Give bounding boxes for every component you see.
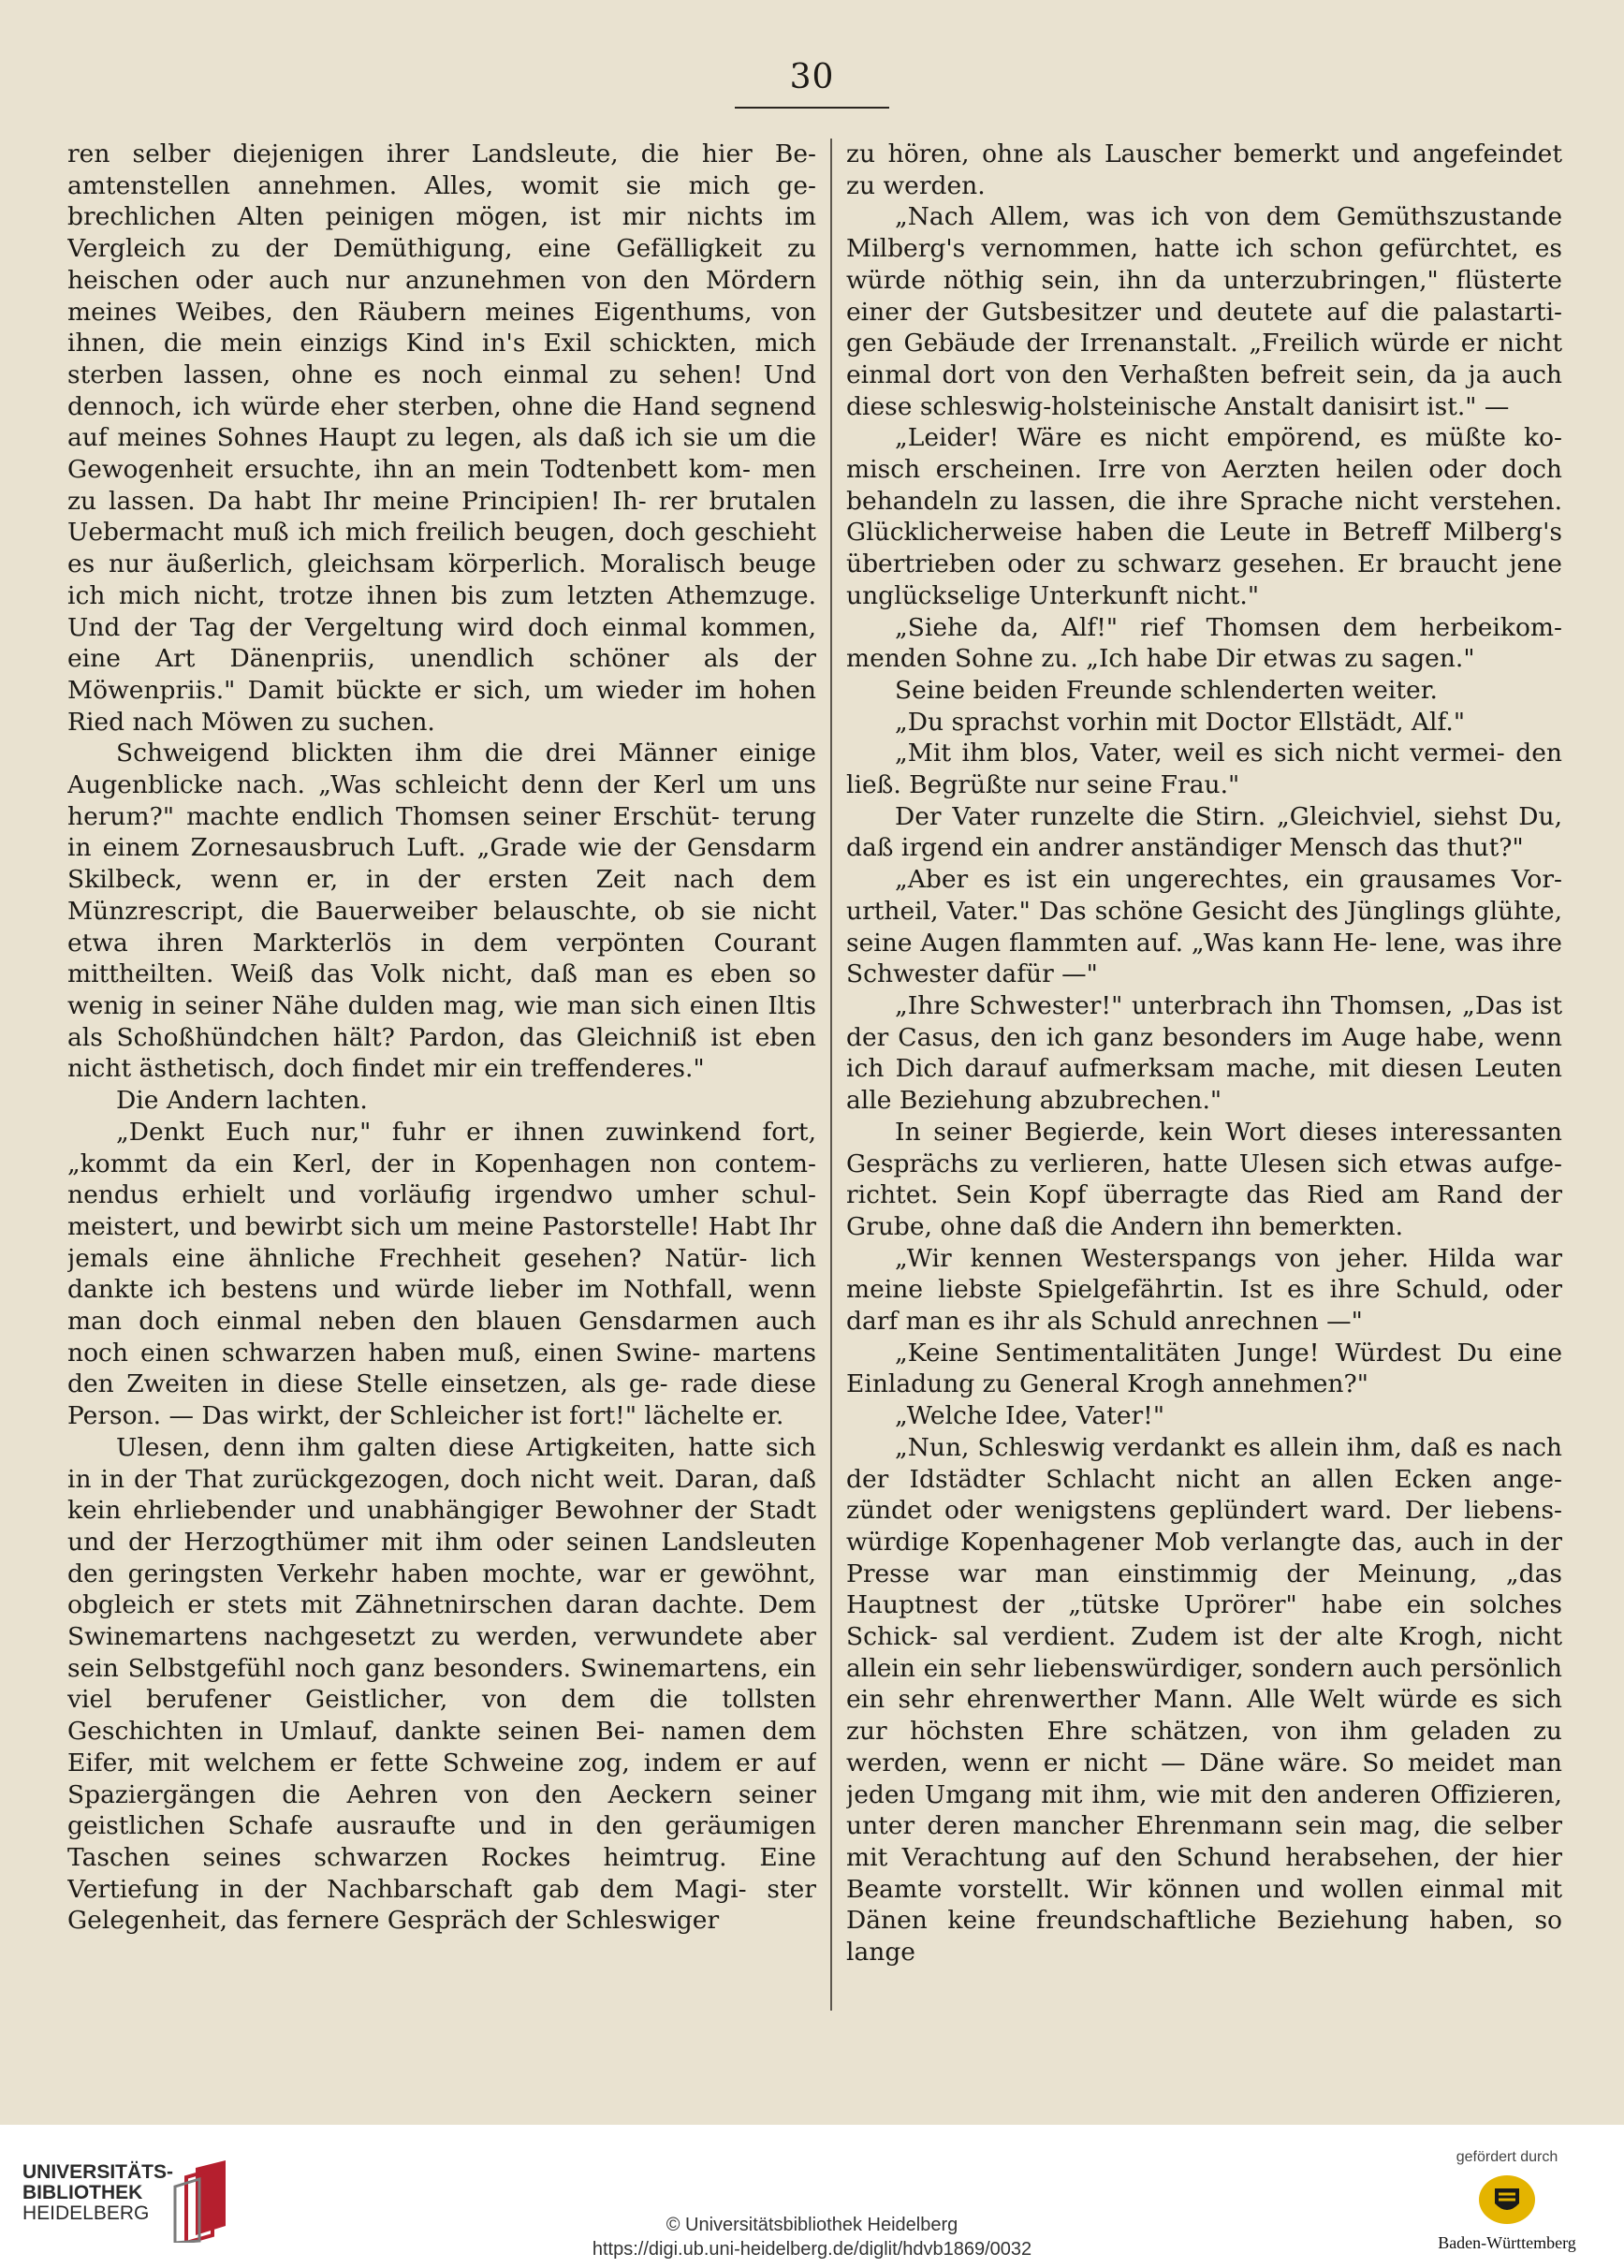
page-number-rule <box>735 107 889 109</box>
right-column-paragraph: „Mit ihm blos, Vater, weil es sich nicht vermei- den ließ. Begrüßte nur seine Frau." <box>846 739 1562 800</box>
right-column-paragraph: „Du sprachst vorhin mit Doctor Ellstädt, Alf." <box>895 707 1466 737</box>
left-column-paragraph: „Denkt Euch nur," fuhr er ihnen zuwinkend fort, „kommt da ein Kerl, der in Kopenhagen non contem- nendus erhielt und vorläufig irgendwo umher schul- meistert, und bewirbt sich um meine Pastorstelle! Habt Ihr jemals eine ähnliche Frechheit gesehen? Natür- lich dankte ich bestens und würde lieber im Nothfall, wenn man doch einmal neben den blauen Gensdarmen auch noch einen schwarzen haben muß, einen Swine- martens den Zweiten in diese Stelle einsetzen, als ge- rade diese Person. — Das wirkt, der Schleicher ist fort!" lächelte er. <box>67 1117 816 1431</box>
right-column-paragraph: „Ihre Schwester!" unterbrach ihn Thomsen, „Das ist der Casus, den ich ganz besonders im Auge habe, wenn ich Dich darauf aufmerksam mache, mit diesen Leuten alle Beziehung abzubrechen." <box>846 990 1562 1116</box>
footer-bar <box>0 2125 1624 2268</box>
baden-wuerttemberg-emblem-icon <box>1474 2172 1540 2228</box>
right-column-paragraph: „Aber es ist ein ungerechtes, ein grausames Vor- urtheil, Vater." Das schöne Gesicht des Jünglings glühte, seine Augen flammten auf. „Was kann He- lene, was ihre Schwester dafür —" <box>846 865 1562 989</box>
column-divider <box>830 139 832 2011</box>
sponsor-block <box>1418 2149 1596 2253</box>
sponsor-label: gefördert durch <box>1456 2149 1558 2165</box>
right-column-paragraph: „Keine Sentimentalitäten Junge! Würdest Du eine Einladung zu General Krogh annehmen?" <box>846 1338 1562 1399</box>
source-url-link[interactable]: https://digi.ub.uni-heidelberg.de/diglit/hdvb1869/0032 <box>592 2239 1032 2260</box>
library-name-line-1: UNIVERSITÄTS- <box>22 2161 174 2183</box>
library-name-line-2: BIBLIOTHEK <box>22 2182 143 2203</box>
left-column-paragraph: Ulesen, denn ihm galten diese Artigkeiten, hatte sich in in der That zurückgezogen, doch nicht weit. Daran, daß kein ehrliebender und unabhängiger Bewohner der Stadt und der Herzogthümer mit ihm oder seinen Landsleuten den geringsten Verkehr haben mochte, war er gewöhnt, obgleich er stets mit Zähnetnirschen daran dachte. Dem Swinemartens nachgesetzt zu werden, verwundete aber sein Selbstgefühl noch ganz besonders. Swinemartens, ein viel berufener Geistlicher, von dem die tollsten Geschichten in Umlauf, dankte seinen Bei- namen dem Eifer, mit welchem er fette Schweine zog, indem er auf Spaziergängen die Aehren von den Aeckern seiner geistlichen Schafe ausraufte und in den geräumigen Taschen seines schwarzen Rockes heimtrug. Eine Vertiefung in der Nachbarschaft gab dem Magi- ster Gelegenheit, das fernere Gespräch der Schleswiger <box>67 1432 816 1936</box>
right-column-paragraph: zu hören, ohne als Lauscher bemerkt und angefeindet zu werden. <box>846 139 1562 200</box>
right-column-paragraph: „Siehe da, Alf!" rief Thomsen dem herbeikom- menden Sohne zu. „Ich habe Dir etwas zu sagen." <box>846 612 1562 674</box>
right-column-paragraph: Der Vater runzelte die Stirn. „Gleichviel, siehst Du, daß irgend ein andrer anständiger Mensch das thut?" <box>846 801 1562 863</box>
right-column-paragraph: Seine beiden Freunde schlenderten weiter. <box>895 675 1438 705</box>
copyright-notice: © Universitätsbibliothek Heidelberg <box>666 2215 958 2235</box>
right-column-paragraph: „Nun, Schleswig verdankt es allein ihm, daß es nach der Idstädter Schlacht nicht an allen Ecken ange- zündet oder wenigstens geplündert ward. Der liebens- würdige Kopenhagener Mob verlangte das, auch in der Presse war man einstimmig der Meinung, „das Hauptnest der „tütske Uprörer" habe ein solches Schick- sal verdient. Zudem ist der alte Krogh, nicht allein ein sehr liebenswürdiger, sondern auch persönlich ein sehr ehrenwerther Mann. Alle Welt würde es sich zur höchsten Ehre schätzen, von ihm geladen zu werden, wenn er nicht — Däne wäre. So meidet man jeden Umgang mit ihm, wie mit den anderen Offizieren, unter deren mancher Ehrenmann sein mag, die selber mit Verachtung auf den Schund herabsehen, der hier Beamte vorstellt. Wir können und wollen einmal mit Dänen keine freundschaftliche Beziehung haben, so lange <box>846 1432 1562 1968</box>
left-column-paragraph: ren selber diejenigen ihrer Landsleute, die hier Be- amtenstellen annehmen. Alles, womit sie mich ge- brechlichen Alten peinigen mögen, ist mir nichts im Vergleich zu der Demüthigung, eine Gefälligkeit zu heischen oder auch nur anzunehmen von den Mördern meines Weibes, den Räubern meines Eigenthums, von ihnen, die mein einzigs Kind in's Exil schickten, mich sterben lassen, ohne es noch einmal zu sehen! Und dennoch, ich würde eher sterben, ohne die Hand segnend auf meines Sohnes Haupt zu legen, als daß ich sie um die Gewogenheit ersuchte, ihn an mein Todtenbett kom- men zu lassen. Da habt Ihr meine Principien! Ih- rer brutalen Uebermacht muß ich mich freilich beugen, doch geschieht es nur äußerlich, gleichsam körperlich. Moralisch beuge ich mich nicht, trotze ihnen bis zum letzten Athemzuge. Und der Tag der Vergeltung wird doch einmal kommen, eine Art Dänenpriis, unendlich schöner als der Möwenpriis." Damit bückte er sich, um wieder im hohen Ried nach Möwen zu suchen. <box>67 139 816 737</box>
right-column-paragraph: „Nach Allem, was ich von dem Gemüthszustande Milberg's vernommen, hatte ich schon gefürchtet, es würde nöthig sein, ihn da unterzubringen," flüsterte einer der Gutsbesitzer und deutete auf die palastarti- gen Gebäude der Irrenanstalt. „Freilich würde er nicht einmal dort von den Verhaßten befreit sein, da ja auch diese schleswig-holsteinische Anstalt danisirt ist." — <box>846 202 1562 421</box>
right-column-paragraph: „Wir kennen Westerspangs von jeher. Hilda war meine liebste Spielgefährtin. Ist es ihre Schuld, oder darf man es ihr als Schuld anrechnen —" <box>846 1243 1562 1337</box>
left-column-paragraph: Die Andern lachten. <box>116 1086 368 1116</box>
left-column-paragraph: Schweigend blickten ihm die drei Männer einige Augenblicke nach. „Was schleicht denn der Kerl um uns herum?" machte endlich Thomsen seiner Erschüt- terung in einem Zornesausbruch Luft. „Grade wie der Gensdarm Skilbeck, wenn er, in der ersten Zeit nach dem Münzrescript, die Bauerweiber belauschte, ob sie nicht etwa ihren Markterlös in dem verpönten Courant mittheilten. Weiß das Volk nicht, daß man es eben so wenig in seiner Nähe dulden mag, wie man sich einen Iltis als Schoßhündchen hält? Pardon, das Gleichniß ist eben nicht ästhetisch, doch findet mir ein treffenderes." <box>67 739 816 1084</box>
sponsor-region: Baden-Württemberg <box>1438 2233 1576 2252</box>
right-column-paragraph: „Leider! Wäre es nicht empörend, es müßte ko- misch erscheinen. Irre von Aerzten heilen oder doch behandeln zu lassen, die ihre Sprache nicht verstehen. Glücklicherweise haben die Leute in Betreff Milberg's übertrieben oder zu schwarz gesehen. Er braucht jene unglückselige Unterkunft nicht." <box>846 423 1562 610</box>
library-name-line-3: HEIDELBERG <box>22 2202 150 2224</box>
page-number: 30 <box>789 58 835 96</box>
right-column-paragraph: In seiner Begierde, kein Wort dieses interessanten Gesprächs zu verlieren, hatte Ulesen sich etwas aufge- richtet. Sein Kopf überragte das Ried am Rand der Grube, ohne daß die Andern ihn bemerkten. <box>846 1117 1562 1241</box>
right-column-paragraph: „Welche Idee, Vater!" <box>895 1401 1165 1431</box>
left-column <box>67 139 816 2048</box>
right-column <box>846 139 1562 2048</box>
